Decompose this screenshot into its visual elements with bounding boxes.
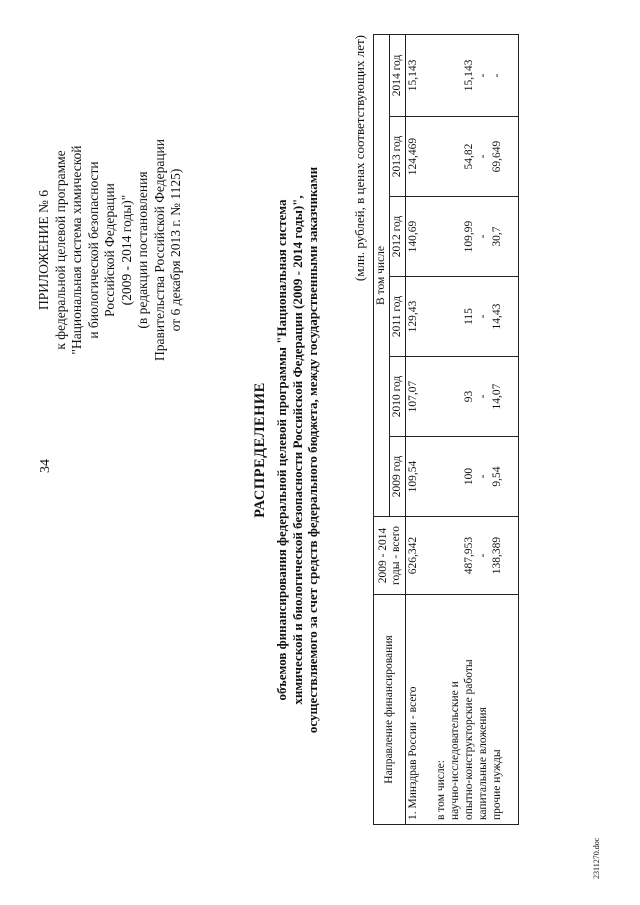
table-row: [448, 34, 462, 824]
row-value: 109,54: [406, 437, 421, 517]
row-value: 140,69: [406, 197, 421, 277]
row-value: [448, 277, 462, 357]
row-value: -: [476, 437, 490, 517]
table-body: [406, 34, 519, 824]
appendix-line: от 6 декабря 2013 г. № 1125): [168, 168, 183, 332]
row-value: [434, 437, 448, 517]
table-row: [504, 34, 519, 824]
row-value: 124,469: [406, 117, 421, 197]
row-label: 1. Минздрав России - всего: [406, 595, 421, 825]
row-value: [504, 117, 519, 197]
row-value: 54,82: [462, 117, 476, 197]
row-value: [448, 197, 462, 277]
appendix-line: (2009 - 2014 годы)": [118, 194, 134, 306]
row-value: [504, 277, 519, 357]
row-value: 15,143: [406, 34, 421, 116]
row-value: -: [490, 34, 504, 116]
header-year: 2014 год: [390, 34, 406, 116]
header-total: 2009 - 2014 годы - всего: [374, 517, 406, 595]
row-value: [448, 117, 462, 197]
header-year: 2012 год: [390, 197, 406, 277]
row-label: [504, 595, 519, 825]
row-value: [434, 517, 448, 595]
table-row: [406, 34, 421, 824]
row-value: 15,143: [462, 34, 476, 116]
row-value: 487,953: [462, 517, 476, 595]
appendix-line: ПРИЛОЖЕНИЕ № 6: [36, 189, 51, 311]
row-value: [434, 34, 448, 116]
appendix-line: к федеральной целевой программе: [52, 150, 68, 350]
header-direction: Направление финансирования: [374, 595, 406, 825]
row-label: в том числе:: [434, 595, 448, 825]
row-value: [420, 437, 434, 517]
row-value: [504, 197, 519, 277]
row-label: капитальные вложения: [476, 595, 490, 825]
header-including: В том числе: [374, 34, 390, 516]
row-value: [504, 34, 519, 116]
appendix-line: (в редакции постановления: [135, 171, 150, 329]
row-value: -: [476, 277, 490, 357]
row-value: [504, 437, 519, 517]
table-row: [462, 34, 476, 824]
row-value: [434, 197, 448, 277]
appendix-line: Российской Федерации: [102, 183, 117, 317]
row-value: 100: [462, 437, 476, 517]
table-row: [490, 34, 504, 824]
row-value: [434, 277, 448, 357]
row-value: 138,389: [490, 517, 504, 595]
row-value: 14,07: [490, 357, 504, 437]
row-value: [448, 437, 462, 517]
document-subtitle: [274, 55, 321, 845]
row-value: -: [476, 357, 490, 437]
header-year: 2009 год: [390, 437, 406, 517]
row-value: 626,342: [406, 517, 421, 595]
row-value: 115: [462, 277, 476, 357]
row-value: [420, 34, 434, 116]
row-label: опытно-конструкторские работы: [462, 595, 476, 825]
row-label: [420, 595, 434, 825]
table-row: [476, 34, 490, 824]
table-row: [420, 34, 434, 824]
subtitle-line: химической и биологической безопасности Российской Федерации (2009 - 2014 годы)",: [289, 195, 305, 705]
subtitle-line: объемов финансирования федеральной целевой программы "Национальная система: [274, 199, 289, 701]
row-value: 69,649: [490, 117, 504, 197]
appendix-header: [36, 35, 185, 465]
row-value: [420, 117, 434, 197]
row-value: -: [476, 197, 490, 277]
row-value: 93: [462, 357, 476, 437]
header-year: 2010 год: [390, 357, 406, 437]
row-value: [448, 517, 462, 595]
table-row: [434, 34, 448, 824]
row-value: [434, 117, 448, 197]
appendix-line: и биологической безопасности: [85, 161, 101, 339]
units-note: (млн. рублей, в ценах соответствующих лет): [352, 35, 367, 282]
row-value: [420, 277, 434, 357]
row-value: [420, 357, 434, 437]
row-value: [504, 357, 519, 437]
header-year: 2013 год: [390, 117, 406, 197]
document-title: РАСПРЕДЕЛЕНИЕ: [252, 382, 268, 518]
row-label: научно-исследовательские и: [448, 595, 462, 825]
row-value: [434, 357, 448, 437]
appendix-line: "Национальная система химической: [69, 145, 84, 355]
row-value: [448, 34, 462, 116]
subtitle-line: осуществляемого за счет средств федерального бюджета, между государственными заказчиками: [305, 166, 320, 734]
row-value: -: [476, 517, 490, 595]
row-value: 9,54: [490, 437, 504, 517]
row-value: [420, 197, 434, 277]
row-value: [504, 517, 519, 595]
row-value: 109,99: [462, 197, 476, 277]
row-value: 129,43: [406, 277, 421, 357]
row-value: -: [476, 117, 490, 197]
row-value: 107,07: [406, 357, 421, 437]
row-value: [448, 357, 462, 437]
appendix-line: Правительства Российской Федерации: [151, 139, 167, 361]
row-label: прочие нужды: [490, 595, 504, 825]
page-number: 34: [38, 459, 53, 473]
financing-table: [373, 34, 519, 825]
row-value: 14,43: [490, 277, 504, 357]
header-year: 2011 год: [390, 277, 406, 357]
row-value: -: [476, 34, 490, 116]
row-value: [420, 517, 434, 595]
row-value: 30,7: [490, 197, 504, 277]
file-name: 2311270.doc: [592, 837, 601, 879]
